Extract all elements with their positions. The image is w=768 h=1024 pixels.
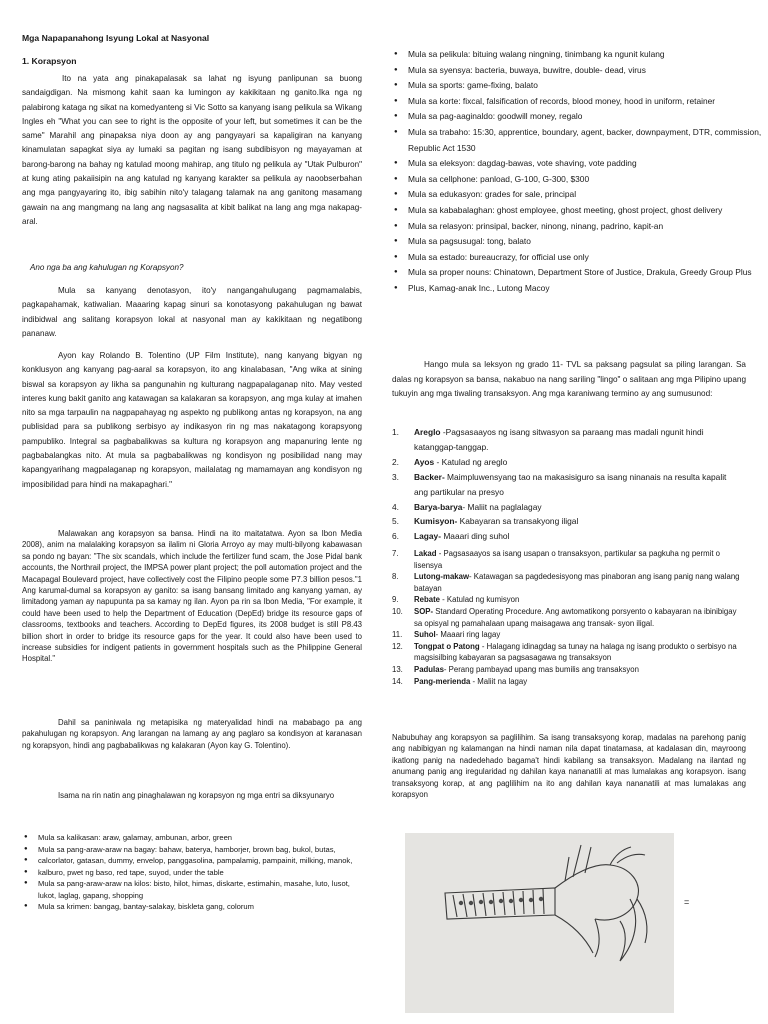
- term-item: 11. Suhol- Maaari ring lagay: [392, 630, 501, 640]
- hango-paragraph: Hango mula sa leksyon ng grado 11- TVL sa paksang pagsulat sa piling larangan. Sa dalas ng korapsyon sa bansa, nakabuo na nang sariling "lingo" o salitaan ang mga Pilipino upang tukuyin ang mga tiwaling transaksyon. Ang mga karaniwang termino ay ang sumusunod:: [392, 360, 746, 399]
- term-item: 9. Rebate - Katulad ng kumisyon: [392, 595, 520, 605]
- question-heading: Ano nga ba ang kahulugan ng Korapsyon?: [30, 263, 184, 272]
- list-item: ● Mula sa pagsusugal: tong, balato: [408, 234, 762, 250]
- term-item: 1. Areglo -Pagsasaayos ng isang sitwasyon sa paraang mas madali ngunit hindi katanggap-tanggap.: [392, 427, 704, 452]
- list-item: ● Mula sa eleksyon: dagdag-bawas, vote shaving, vote padding: [408, 156, 762, 172]
- list-item: ● Mula sa estado: bureaucrazy, for official use only: [408, 250, 762, 266]
- list-item: ● Mula sa cellphone: panload, G-100, G-300, $300: [408, 172, 762, 188]
- trailing-mark: =: [684, 897, 690, 907]
- term-item: 12. Tongpat o Patong - Halagang idinagdag sa tunay na halaga ng isang produkto o serbisyo na magsisilbing kabayaran sa pagsasagawa ng transaksyon: [392, 641, 737, 663]
- terms-list-secondary: [392, 548, 746, 687]
- sketch-drawing: [405, 833, 674, 1013]
- term-item: 5. Kumisyon- Kabayaran sa transakyong iligal: [392, 516, 579, 527]
- dahil-paragraph: Dahil sa paniniwala ng metapisika ng materyalidad hindi na mababago pa ang pakahulugan ng korapsyon. Ang larangan na lamang ay ang paglaro sa kondisyon at karanasan ng korapsyon, hindi ang pagbabalikwas ng kalakaran (Ayon kay G. Tolentino).: [22, 718, 362, 750]
- list-item: ● Mula sa krimen: bangag, bantay-salakay, biskleta gang, colorum: [38, 901, 360, 913]
- list-item: ● Mula sa kababalaghan: ghost employee, ghost meeting, ghost project, ghost delivery: [408, 203, 762, 219]
- isama-paragraph: Isama na rin natin ang pinaghalawan ng korapsyon ng mga entri sa diksyunaryo: [58, 791, 335, 800]
- list-item: ● Mula sa kalikasan: araw, galamay, ambunan, arbor, green: [38, 832, 360, 844]
- list-item: ● Mula sa trabaho: 15:30, apprentice, boundary, agent, backer, downpayment, DTR, commission, Republic Act 1530: [408, 125, 762, 156]
- tolentino-paragraph: Ayon kay Rolando B. Tolentino (UP Film Institute), nang kanyang bigyan ng konklusyon ang kanyang pag-aaral sa korapsyon, ito ang kinalabasan, "Ang wika at sining biswal sa korapsyon ay likha sa pangunahin ng kulturang nagpapalaganap nito. May vested interes kung bakit ganito ang katawagan sa kalakaran sa korapsyon, ang mga kulay at imahen nito sa mga tarpaulin na nagpapahayag ng aspekto ng publikong antas ng korapsyon, na ang publisidad para sa publikong serbisyo ay indikasyon rin ng mas nakatagong korapsyong pampubliko. Integral sa pagbabalikwas sa kultura ng korapsyon ang mapanuring lente ng pagbabalangkas nito. At mula sa pagbabalikwas ng kondisyon ng posibilidad nang may kapangyarihang magpalaganap ng korapsyon, mailalatag ng mamamayan ang kondisyon ng imposibilidad para hindi na makapaghari.": [22, 351, 362, 489]
- term-item: 4. Barya-barya- Maliit na paglalagay: [392, 501, 542, 512]
- nabubuhay-paragraph: Nabubuhay ang korapsyon sa paglilihim. Sa isang transaksyong korap, madalas na parehong panig ang nabibigyan ng kalamangan na hindi naman nila dapat tinatamasa, at kadalasan din, mayroong ikatlong panig na nadedehado bagama't hindi kabilang sa transaksyon. Madalang na ilantad ng anumang panig ang iregularidad ng dahilan kaya nananatili at mas lumalakas ang korapsyon. isang transaksyong korap, at ang paglilihim na ito ang dahilan kaya nananatili at mas lumalakas ang korapsyon: [392, 733, 746, 800]
- term-item: 14. Pang-merienda - Maliit na lagay: [392, 676, 528, 686]
- list-item: ● Mula sa pang-araw-araw na kilos: bisto, hilot, himas, diskarte, estimahin, masahe, luto, lusot, lukot, laglag, gapang, shopping: [38, 878, 360, 901]
- list-item: ● Mula sa pag-aaginaldo: goodwill money, regalo: [408, 109, 762, 125]
- term-item: 6. Lagay- Maaari ding suhol: [392, 531, 510, 542]
- intro-paragraph: Ito na yata ang pinakapalasak sa lahat ng isyung panlipunan sa buong sandaigdigan. Na mismong kahit saan ka lumingon ay kakikitaan ng ganito.Ika nga ng palabirong kataga ng sikat na komedyanteng si Vic Sotto sa kanyang isang pelikula sa Wikang Ingles eh "What you can see to right is the opposite of your left, but sometimes it can be the same" Marahil ang pinapaksa niya doon ay ang pangyayari sa kapaligiran na kanyang kinamulatan sapagkat siya ay lumaki sa pagitan ng isang subdibisyon ng mayayaman at barong-barong na bahay ng katulad moong mahirap, ang titulo ng pelikula ay "Utak Pulburon" at kung ating pakaiisipin na ang katulad ng kanyang karakter sa pelikula ay naoobserbahan ang mga pangyayaring ito, ibig sabihin nito'y talagang talamak na ang ganitong masamang gawain na ang mangmang na lang ang nagsasalita at kibit balikat na lang ang mga nakapag-aral.: [22, 74, 362, 226]
- list-item: ● Mula sa sports: game-fixing, balato: [408, 78, 762, 94]
- list-item: ● Mula sa relasyon: prinsipal, backer, ninong, ninang, padrino, kapit-an: [408, 219, 762, 235]
- list-item: ● Mula sa pang-araw-araw na bagay: bahaw, baterya, hamborjer, brown bag, bukol, butas,: [38, 844, 360, 856]
- list-item: ● calcorlator, gatasan, dummy, envelop, panggasolina, pampalamig, pampainit, milking, manok,: [38, 855, 360, 867]
- term-item: 10. SOP- Standard Operating Procedure. Ang awtomatikong porsyento o kabayaran na ibinibigay sa opisyal ng pamahalaan upang maisagawa ang transak- syon iligal.: [392, 606, 737, 628]
- term-item: 7. Lakad - Pagsasaayos sa isang usapan o transaksyon, partikular sa pagkuha ng permit o lisensya: [392, 549, 720, 570]
- term-item: 2. Ayos - Katulad ng areglo: [392, 456, 508, 467]
- list-item: ● Mula sa syensya: bacteria, buwaya, buwitre, double- dead, virus: [408, 63, 762, 79]
- list-item: ● Mula sa korte: fixcal, falsification of records, blood money, hood in uniform, retainer: [408, 94, 762, 110]
- document-title: Mga Napapanahong Isyung Lokal at Nasyonal: [22, 33, 210, 43]
- term-item: 13. Padulas- Perang pambayad upang mas bumilis ang transaksyon: [392, 664, 639, 674]
- definition-paragraph: Mula sa kanyang denotasyon, ito'y nangangahulugang pagmamalabis, pagkapahamak, katiwalian. Maaaring kapag sinuri sa konotasyong pakahulugan ng bawat indibidwal ang salitang korapsyon lokal at nasyonal man ay kakikitaan ng negatibong pananaw.: [22, 286, 362, 338]
- dictionary-list-left: [22, 832, 360, 913]
- term-item: 3. Backer- Maimpluwensyang tao na makasisiguro sa isang ninanais na resulta kapalit ang partikular na presyo: [392, 471, 727, 497]
- term-item: 8. Lutong-makaw- Katawagan sa pagdedesisyong mas pinaboran ang isang panig nang walang batayan: [392, 572, 740, 593]
- list-item: ● Mula sa edukasyon: grades for sale, principal: [408, 187, 762, 203]
- list-item: ● kalburo, pwet ng baso, red tape, suyod, under the table: [38, 867, 360, 879]
- list-item: ● Plus, Kamag-anak Inc., Lutong Macoy: [408, 281, 762, 297]
- dictionary-list-right: [392, 47, 762, 297]
- section-heading: 1. Korapsyon: [22, 56, 77, 66]
- ibon-media-paragraph: Malawakan ang korapsyon sa bansa. Hindi na ito maitatatwa. Ayon sa Ibon Media 2008), anim na malalaking korapsyon sa ilalim ni Gloria Arroyo ay may multi-bilyong kabawasan sa pondo ng bayan: "The six scandals, which include the fertilizer fund scam, the Jose Pidal bank accounts, the Northrail project, the IMPSA power plant project; the poll automation project and the Macapagal Boulevard project, have collectively cost the Filipino people some P7.3 billion pesos."1 Ang karumal-dumal sa korapsyon ay ganito: sa isang bansang limitado ang kanyang yaman, ay limitadong yaman ay napupunta pa sa kamay ng ilan. Ayon pa rin sa Ibon Media, "For example, it could have been used to help the Department of Education (DepEd) bridge its resource gaps of classrooms, textbooks and teachers. According to DepEd figures, its 2008 budget is still P8.43 billion short in order to bridge its resource gaps for the year. It could also have been used to increase subsidies for indigent patients in government hospitals such as the Philippine General Hospital.": [22, 529, 362, 664]
- list-item: ● Mula sa pelikula: bituing walang ningning, tinimbang ka ngunit kulang: [408, 47, 762, 63]
- corruption-sketch-image: [405, 833, 674, 1013]
- list-item: ● Mula sa proper nouns: Chinatown, Department Store of Justice, Drakula, Greedy Group Plus: [408, 265, 762, 281]
- terms-list-primary: [392, 425, 742, 544]
